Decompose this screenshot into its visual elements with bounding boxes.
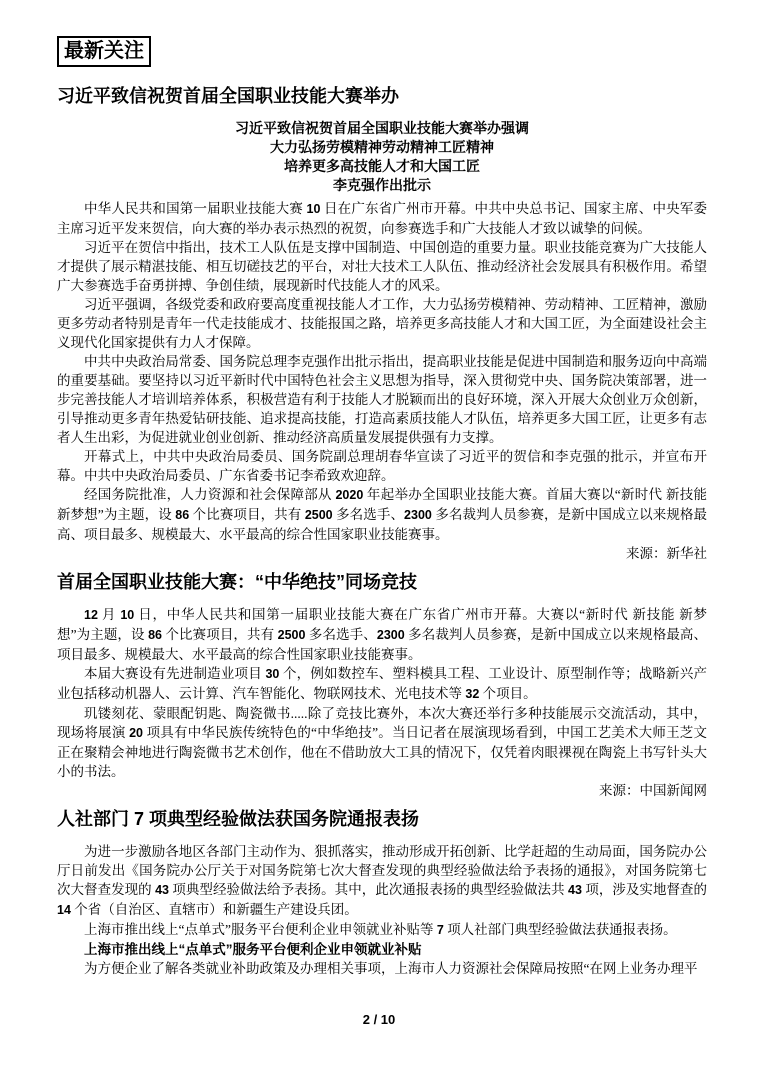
article-title: 首届全国职业技能大赛：“中华绝技”同场竞技 [57,572,417,592]
article-paragraph: 本届大赛设有先进制造业项目 30 个，例如数控车、塑料模具工程、工业设计、原型制作等；战略新兴产业包括移动机器人、云计算、汽车智能化、物联网技术、光电技术等 32 个项目。 [57,666,708,701]
article-paragraph: 习近平在贺信中指出，技术工人队伍是支撑中国制造、中国创造的重要力量。职业技能竞赛为广大技能人才提供了展示精湛技能、相互切磋技艺的平台，对壮大技术工人队伍、推动经济社会发展具有积极作用。希望广大参赛选手奋勇拼搏、争创佳绩，展现新时代技能人才的风采。 [57,240,707,293]
page-number: 2 / 10 [362,1012,396,1027]
article [57,85,707,563]
article-paragraph: 为方便企业了解各类就业补助政策及办理相关事项，上海市人力资源社会保障局按照“在网上业务办理平 [84,961,698,976]
article-paragraph: 习近平强调，各级党委和政府要高度重视技能人才工作，大力弘扬劳模精神、劳动精神、工匠精神，激励更多劳动者特别是青年一代走技能成才、技能报国之路，培养更多高技能人才和大国工匠，为全面建设社会主义现代化国家提供有力人才保障。 [57,297,707,350]
article-paragraph: 玑镂刻花、蒙眼配钥匙、陶瓷微书.....除了竞技比赛外，本次大赛还举行多种技能展示交流活动，其中，现场将展演 20 项具有中华民族传统特色的“中华绝技”。当日记者在展演现场看到，中国工艺美术大师王芝文正在聚精会神地进行陶瓷微书艺术创作，他在不借助放大工具的情况下，仅凭着肉眼裸视在陶瓷上书写针头大小的书法。 [57,706,708,779]
article-paragraph: 12 月 10 日，中华人民共和国第一届职业技能大赛在广东省广州市开幕。大赛以“新时代 新技能 新梦想”为主题，设 86 个比赛项目，共有 2500 多名选手、2300 多名裁判人员参赛，是新中国成立以来规格最高、项目最多、规模最大、水平最高的综合性国家职业技能赛事。 [57,607,708,662]
articles-container [57,85,707,978]
article-subheading: 上海市推出线上“点单式”服务平台便利企业申领就业补贴 [84,942,422,957]
article-paragraph: 上海市推出线上“点单式”服务平台便利企业申领就业补贴等 7 项人社部门典型经验做法获通报表扬。 [84,922,677,937]
article-subtitle-block [57,119,707,195]
article-subtitle-line: 习近平致信祝贺首届全国职业技能大赛举办强调 [235,120,529,136]
article-paragraph: 中共中央政治局常委、国务院总理李克强作出批示指出，提高职业技能是促进中国制造和服务迈向中高端的重要基础。要坚持以习近平新时代中国特色社会主义思想为指导，深入贯彻党中央、国务院决策部署，进一步完善技能人才培训培养体系，积极营造有利于技能人才脱颖而出的良好环境，深入开展大众创业万众创新，引导推动更多青年热爱钻研技能、追求提高技能，打造高素质技能人才队伍，培养更多大国工匠，让更多有志者人生出彩，为促进就业创业创新、推动经济高质量发展提供强有力支撑。 [57,354,707,445]
source-line: 来源：新华社 [626,546,707,561]
article-subtitle-line: 大力弘扬劳模精神劳动精神工匠精神 [270,139,494,155]
article [57,571,707,800]
section-tag: 最新关注 [57,36,151,67]
article-title: 习近平致信祝贺首届全国职业技能大赛举办 [57,86,399,106]
article-paragraph: 开幕式上，中共中央政治局委员、国务院副总理胡春华宣读了习近平的贺信和李克强的批示，并宣布开幕。中共中央政治局委员、广东省委书记李希致欢迎辞。 [57,449,707,483]
article-subtitle-line: 李克强作出批示 [333,177,431,193]
article-title: 人社部门 7 项典型经验做法获国务院通报表扬 [57,809,420,829]
article-paragraph: 中华人民共和国第一届职业技能大赛 10 日在广东省广州市开幕。中共中央总书记、国家主席、中央军委主席习近平发来贺信，向大赛的举办表示热烈的祝贺，向参赛选手和广大技能人才致以诚挚的问候。 [57,201,708,236]
article [57,808,707,978]
article-paragraph: 经国务院批准，人力资源和社会保障部从 2020 年起举办全国职业技能大赛。首届大赛以“新时代 新技能 新梦想”为主题，设 86 个比赛项目，共有 2500 多名选手、2300 多名裁判人员参赛，是新中国成立以来规格最高、项目最多、规模最大、水平最高的综合性国家职业技能赛事。 [57,487,708,542]
article-paragraph: 为进一步激励各地区各部门主动作为、狠抓落实，推动形成开拓创新、比学赶超的生动局面，国务院办公厅日前发出《国务院办公厅关于对国务院第七次大督查发现的典型经验做法给予表扬的通报》，对国务院第七次大督查发现的 43 项典型经验做法给予表扬。其中，此次通报表扬的典型经验做法共 43 项，涉及实地督查的 14 个省（自治区、直辖市）和新疆生产建设兵团。 [57,844,708,917]
source-line: 来源：中国新闻网 [599,783,707,798]
article-subtitle-line: 培养更多高技能人才和大国工匠 [284,158,480,174]
